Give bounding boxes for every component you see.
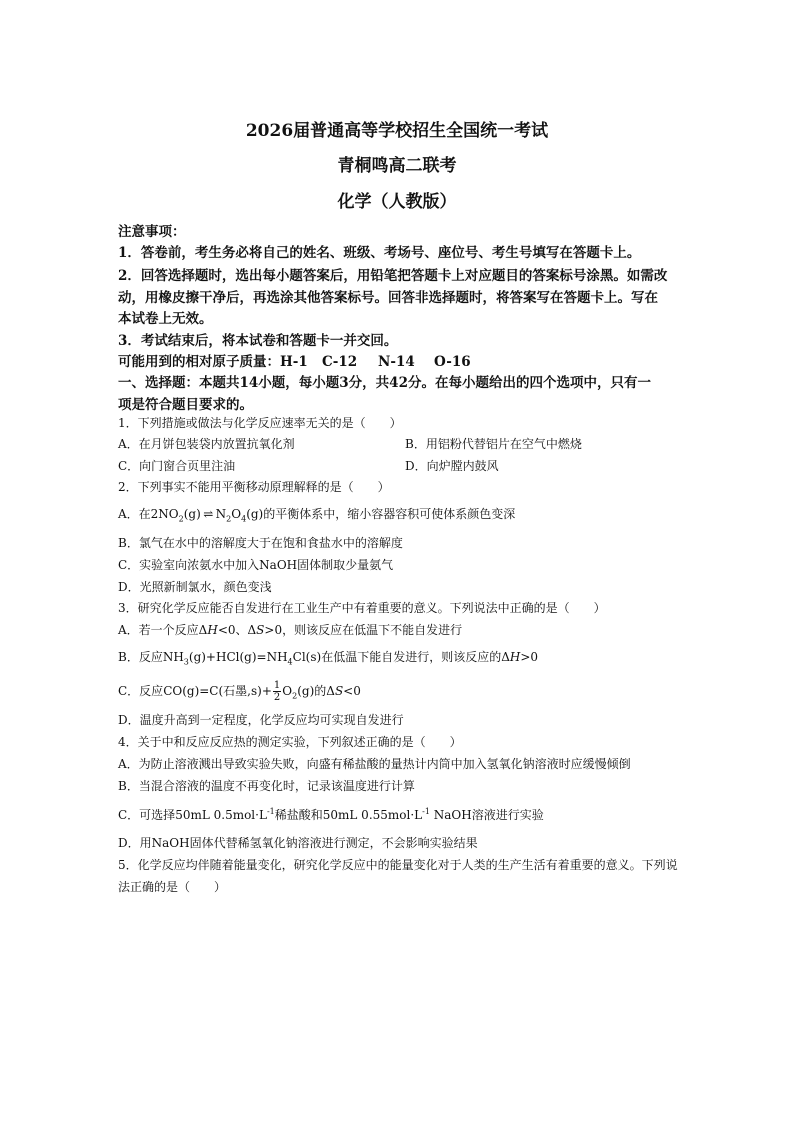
q2-stem: 2．下列事实不能用平衡移动原理解释的是（ ）	[118, 480, 390, 494]
q4-stem: 4．关于中和反应反应热的测定实验，下列叙述正确的是（ ）	[118, 735, 462, 749]
q2-option-d: D．光照新制氯水，颜色变浅	[118, 580, 272, 594]
q3-a-condition: ΔH<0、ΔS>0	[198, 623, 283, 637]
q1-option-d: D．向炉膛内鼓风	[405, 459, 499, 473]
atomic-mass-label: 可能用到的相对原子质量：	[118, 354, 280, 370]
q1-option-a: A．在月饼包装袋内放置抗氧化剂	[118, 437, 295, 451]
notice-heading: 注意事项：	[118, 224, 186, 240]
notice-item-2-line-2: 动，用橡皮擦干净后，再选涂其他答案标号。回答非选择题时，将答案写在答题卡上。写在	[118, 290, 658, 306]
q3-option-b: B．反应$NH_3(g)+HCl(g)=NH_4Cl(s)$在低温下能自发进行，则该反应的ΔH>0	[118, 650, 539, 667]
q4-option-c: C．可选择50mL $0.5mol\cdot L^{-1}$稀盐酸和50mL $0.55mol\cdot L^{-1}$ NaOH溶液进行实验	[118, 807, 544, 822]
q3-b-equation: $NH_3(g)+HCl(g)=NH_4Cl(s)$	[162, 650, 322, 667]
q1-option-c: C．向门窗合页里注油	[118, 459, 236, 473]
section-1-line-2: 项是符合题目要求的。	[118, 397, 253, 413]
q5-stem-line-1: 5．化学反应均伴随着能量变化，研究化学反应中的能量变化对于人类的生产生活有着重要的意义。下列说	[118, 858, 678, 872]
subject-title: 化学（人教版）	[337, 192, 457, 212]
q2-option-c: C．实验室向浓氨水中加入NaOH固体制取少量氨气	[118, 558, 394, 572]
q4-option-d: D．用NaOH固体代替稀氢氧化钠溶液进行测定，不会影响实验结果	[118, 836, 478, 850]
atomic-mass-o: O-16	[434, 354, 471, 370]
q3-option-d: D．温度升高到一定程度，化学反应均可实现自发进行	[118, 713, 404, 727]
notice-item-1: 1．答卷前，考生务必将自己的姓名、班级、考场号、座位号、考生号填写在答题卡上。	[118, 245, 641, 261]
q2-option-a: A．在$2NO_2(g)$ ⇌ $N_2O_4(g)$的平衡体系中，缩小容器容积可使体系颜色变深	[118, 507, 516, 524]
q3-option-a: A．若一个反应ΔH<0、ΔS>0，则该反应在低温下不能自发进行	[118, 623, 463, 637]
q1-stem: 1．下列措施或做法与化学反应速率无关的是（ ）	[118, 416, 402, 430]
notice-item-2-line-3: 本试卷上无效。	[118, 311, 213, 327]
section-1-line-1: 一、选择题：本题共14小题，每小题3分，共42分。在每小题给出的四个选项中，只有一	[118, 375, 651, 391]
atomic-mass-line	[118, 350, 471, 370]
q2-option-b: B．氯气在水中的溶解度大于在饱和食盐水中的溶解度	[118, 536, 403, 550]
q4-option-b: B．当混合溶液的温度不再变化时，记录该温度进行计算	[118, 779, 415, 793]
atomic-mass-c: C-12	[322, 354, 358, 370]
q3-c-equation: CO(g)=C(石墨,s)+ $\frac{1}{2}$ $O_2(g)$	[163, 680, 315, 703]
atomic-mass-n: N-14	[378, 354, 415, 370]
notice-item-2-line-1: 2．回答选择题时，选出每小题答案后，用铅笔把答题卡上对应题目的答案标号涂黑。如需改	[118, 268, 668, 284]
q3-option-c: C．反应CO(g)=C(石墨,s)+ $\frac{1}{2}$ $O_2(g)$的ΔS<0	[118, 680, 361, 703]
q3-stem: 3．研究化学反应能否自发进行在工业生产中有着重要的意义。下列说法中正确的是（ ）	[118, 601, 606, 615]
q2-equation: $2NO_2(g)$ ⇌ $N_2O_4(g)$	[150, 507, 264, 524]
exam-title: 2026届普通高等学校招生全国统一考试	[245, 121, 549, 141]
q1-option-b: B．用铝粉代替铝片在空气中燃烧	[405, 437, 582, 451]
notice-item-3: 3．考试结束后，将本试卷和答题卡一并交回。	[118, 333, 398, 349]
q5-stem-line-2: 法正确的是（ ）	[118, 880, 227, 894]
exam-subtitle: 青桐鸣高二联考	[337, 156, 457, 176]
q4-option-a: A．为防止溶液溅出导致实验失败，向盛有稀盐酸的量热计内筒中加入氢氧化钠溶液时应缓慢倾倒	[118, 757, 631, 771]
atomic-mass-h: H-1	[280, 354, 308, 370]
